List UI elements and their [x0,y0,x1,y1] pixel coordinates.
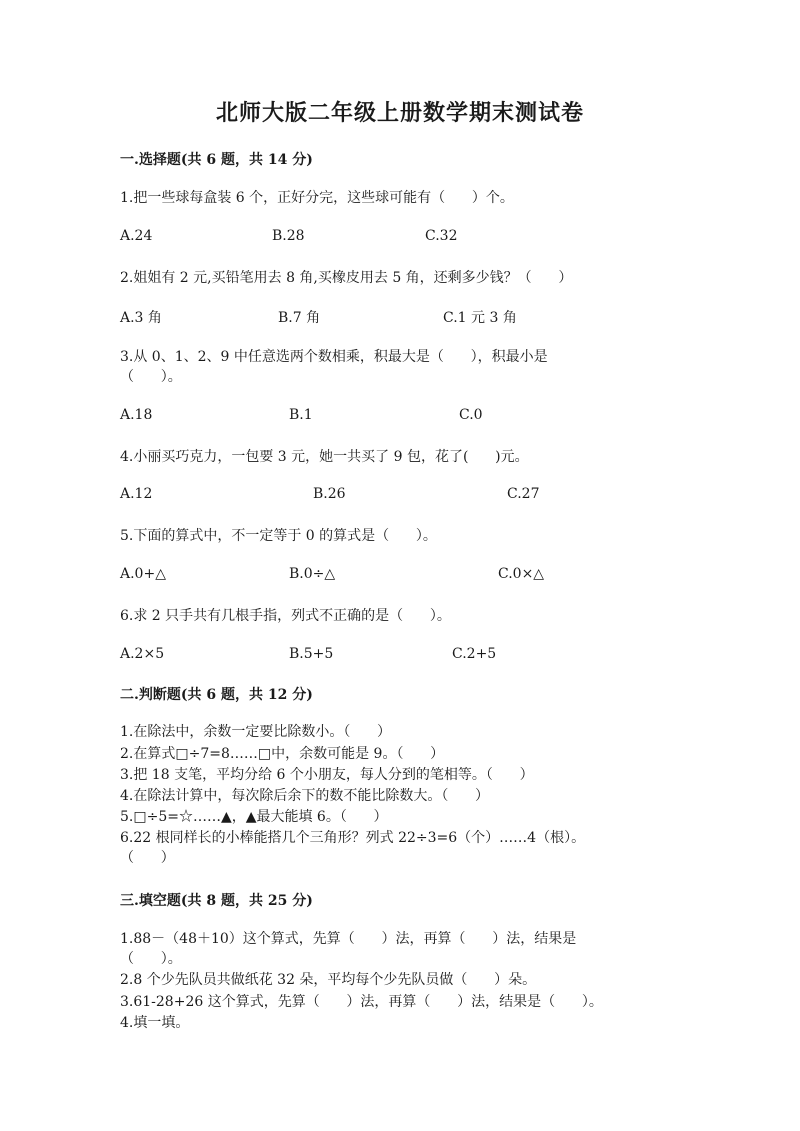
option-a: A.0+△ [120,566,166,582]
option-a: A.12 [120,486,153,502]
option-a: A.3 角 [120,310,162,326]
option-b: B.5+5 [289,646,334,662]
judgment-item-1: 1.在除法中，余数一定要比除数小。（ ） [120,724,392,740]
judgment-item-6: 6.22 根同样长的小棒能搭几个三角形？列式 22÷3=6（个）……4（根）。 （ ） [120,830,586,866]
option-c: C.0×△ [498,566,545,582]
fill-in-item-2: 2.8 个少先队员共做纸花 32 朵，平均每个少先队员做（ ）朵。 [120,972,537,988]
option-a: A.24 [120,228,153,244]
option-b: B.1 [289,407,313,423]
choice-question-5: 5.下面的算式中，不一定等于 0 的算式是（ ）。 [120,528,437,544]
option-c: C.1 元 3 角 [443,310,517,326]
option-c: C.32 [425,228,458,244]
judgment-item-3: 3.把 18 支笔，平均分给 6 个小朋友，每人分到的笔相等。（ ） [120,767,534,783]
fill-in-item-3: 3.61-28+26 这个算式，先算（ ）法，再算（ ）法，结果是（ ）。 [120,994,603,1010]
judgment-item-4: 4.在除法计算中，每次除后余下的数不能比除数大。（ ） [120,788,490,804]
option-a: A.2×5 [120,646,165,662]
option-b: B.0÷△ [289,566,336,582]
option-c: C.27 [507,486,540,502]
section-heading-fill-in: 三.填空题(共 8 题，共 25 分) [120,893,313,909]
page-title: 北师大版二年级上册数学期末测试卷 [215,100,584,126]
choice-question-4: 4.小丽买巧克力，一包要 3 元，她一共买了 9 包，花了( )元。 [120,449,529,465]
judgment-item-2: 2.在算式□÷7=8……□中，余数可能是 9。（ ） [120,746,445,762]
option-b: B.7 角 [278,310,321,326]
option-a: A.18 [120,407,153,423]
option-b: B.26 [313,486,346,502]
option-b: B.28 [272,228,305,244]
choice-question-1: 1.把一些球每盒装 6 个，正好分完，这些球可能有（ ）个。 [120,190,514,206]
judgment-item-5: 5.□÷5=☆……▲，▲最大能填 6。（ ） [120,809,388,825]
section-heading-judgment: 二.判断题(共 6 题，共 12 分) [120,687,313,703]
option-c: C.0 [459,407,483,423]
choice-question-3: 3.从 0、1、2、9 中任意选两个数相乘，积最大是（ ），积最小是 （ ）。 [120,349,548,385]
option-c: C.2+5 [452,646,497,662]
choice-question-6: 6.求 2 只手共有几根手指，列式不正确的是（ ）。 [120,608,451,624]
choice-question-2: 2.姐姐有 2 元,买铅笔用去 8 角,买橡皮用去 5 角，还剩多少钱？（ ） [120,270,573,286]
fill-in-item-1: 1.88－（48＋10）这个算式，先算（ ）法，再算（ ）法，结果是 （ ）。 [120,931,577,967]
fill-in-item-4: 4.填一填。 [120,1015,190,1031]
section-heading-choice: 一.选择题(共 6 题，共 14 分) [120,152,313,168]
